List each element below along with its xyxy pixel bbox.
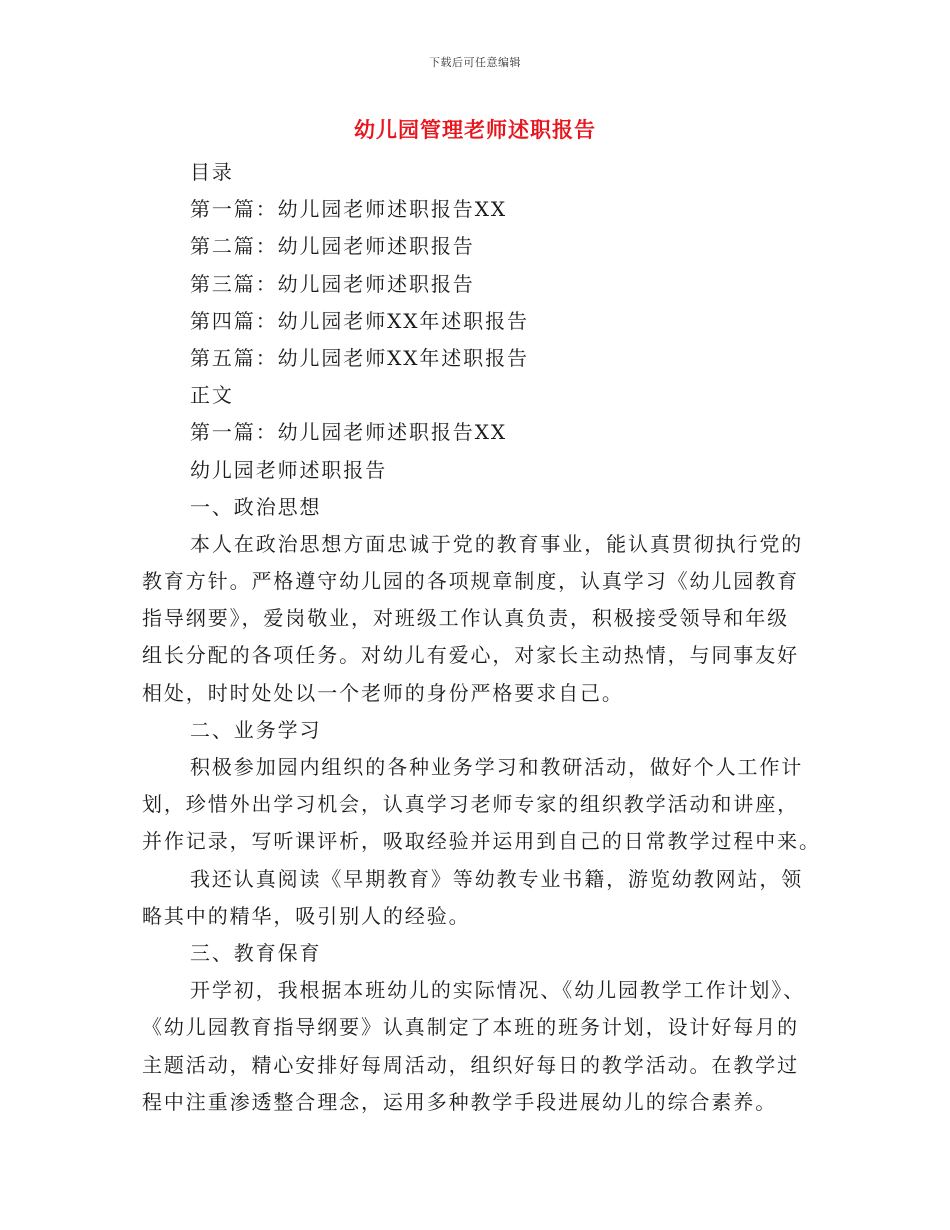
text-line: 积极参加园内组织的各种业务学习和教研活动，做好个人工作计	[190, 755, 804, 779]
text-line: 第四篇：幼儿园老师XX年述职报告	[190, 308, 529, 333]
text-line: 程中注重渗透整合理念，运用多种教学手段进展幼儿的综合素养。	[142, 1089, 778, 1114]
section-heading: 三、教育保育	[190, 940, 322, 965]
text-line: 我还认真阅读《早期教育》等幼教专业书籍，游览幼教网站，领	[190, 866, 804, 891]
document-title: 幼儿园管理老师述职报告	[354, 118, 596, 142]
text-line: 划，珍惜外出学习机会，认真学习老师专家的组织教学活动和讲座，	[142, 792, 799, 817]
text-line: 《幼儿园教育指导纲要》认真制定了本班的班务计划，设计好每月的	[142, 1015, 799, 1040]
text-line: 第二篇：幼儿园老师述职报告	[190, 234, 475, 259]
text-line: 第一篇：幼儿园老师述职报告XX	[190, 197, 507, 222]
text-line: 本人在政治思想方面忠诚于党的教育事业，能认真贯彻执行党的	[190, 531, 804, 556]
text-line: 第三篇：幼儿园老师述职报告	[190, 271, 475, 296]
text-line: 目录	[190, 160, 234, 184]
section-heading: 一、政治思想	[190, 494, 322, 519]
text-line: 第一篇：幼儿园老师述职报告XX	[190, 420, 507, 445]
text-line: 组长分配的各项任务。对幼儿有爱心，对家长主动热情，与同事友好	[142, 643, 799, 668]
text-line: 指导纲要》，爱岗敬业，对班级工作认真负责，积极接受领导和年级	[142, 606, 789, 631]
header-note: 下载后可任意编辑	[429, 56, 521, 69]
document-body	[142, 154, 821, 1121]
text-line: 并作记录，写听课评析，吸取经验并运用到自己的日常教学过程中来。	[142, 829, 821, 854]
text-line: 略其中的精华，吸引别人的经验。	[142, 903, 471, 928]
text-line: 开学初，我根据本班幼儿的实际情况、《幼儿园教学工作计划》、	[190, 978, 806, 1003]
section-heading: 二、业务学习	[190, 717, 322, 742]
text-line: 主题活动，精心安排好每周活动，组织好每日的教学活动。在教学过	[142, 1052, 799, 1077]
text-line: 正文	[190, 383, 234, 408]
text-line: 相处，时时处处以一个老师的身份严格要求自己。	[142, 680, 624, 705]
text-line: 教育方针。严格遵守幼儿园的各项规章制度，认真学习《幼儿园教育	[142, 569, 799, 594]
text-line: 幼儿园老师述职报告	[190, 457, 388, 482]
text-line: 第五篇：幼儿园老师XX年述职报告	[190, 345, 529, 370]
